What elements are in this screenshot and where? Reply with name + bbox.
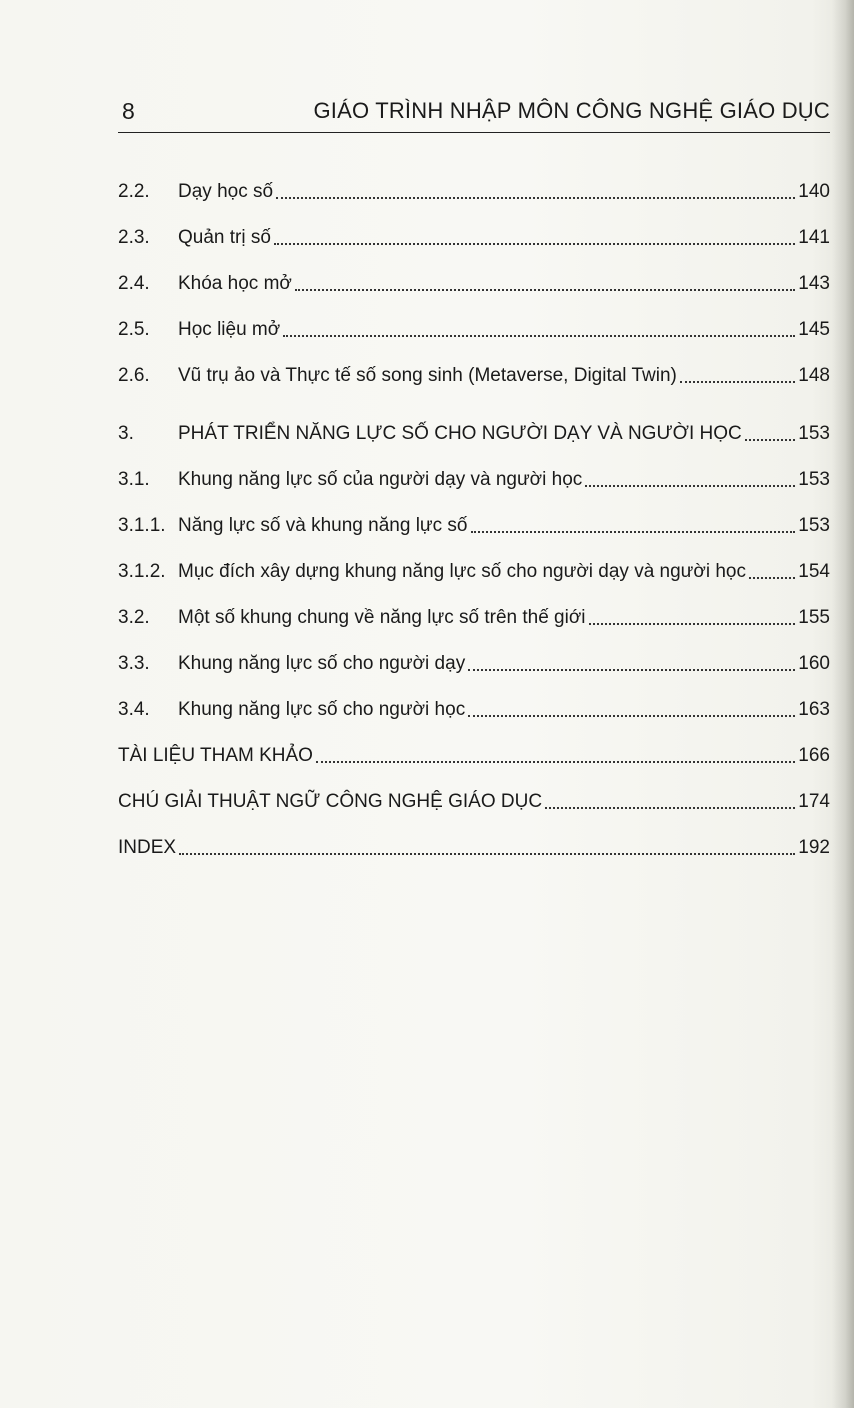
toc-entry-references bbox=[118, 732, 830, 768]
toc-entry-2-4 bbox=[118, 260, 830, 296]
book-title: GIÁO TRÌNH NHẬP MÔN CÔNG NGHỆ GIÁO DỤC bbox=[313, 98, 830, 123]
toc-entry-3-1-1 bbox=[118, 502, 830, 538]
dot-leader bbox=[471, 529, 796, 533]
dot-leader bbox=[295, 287, 795, 291]
dot-leader bbox=[680, 379, 795, 383]
toc-entry-title: Quản trị số bbox=[178, 227, 271, 248]
toc-entry-page: 154 bbox=[798, 561, 830, 582]
dot-leader bbox=[468, 713, 795, 717]
dot-leader bbox=[585, 483, 795, 487]
dot-leader bbox=[276, 195, 795, 199]
toc-entry-number: 3.1.2. bbox=[118, 561, 166, 582]
toc-entry-number: 3.2. bbox=[118, 607, 150, 628]
dot-leader bbox=[274, 241, 795, 245]
toc-entry-title: TÀI LIỆU THAM KHẢO bbox=[118, 745, 313, 766]
toc-entry-3-2 bbox=[118, 594, 830, 630]
toc-entry-number: 3.3. bbox=[118, 653, 150, 674]
toc-entry-number: 2.4. bbox=[118, 273, 150, 294]
dot-leader bbox=[749, 575, 795, 579]
dot-leader bbox=[545, 805, 795, 809]
page-edge-shadow bbox=[832, 0, 854, 1408]
toc-entry-title: Học liệu mở bbox=[178, 319, 281, 340]
toc-entry-number: 2.5. bbox=[118, 319, 150, 340]
toc-entry-index bbox=[118, 824, 830, 860]
running-header bbox=[118, 96, 830, 133]
toc-entry-number: 3.4. bbox=[118, 699, 150, 720]
toc-entry-page: 143 bbox=[798, 273, 830, 294]
toc-entry-number: 2.2. bbox=[118, 181, 150, 202]
toc-entry-page: 155 bbox=[798, 607, 830, 628]
toc-entry-page: 153 bbox=[798, 423, 830, 444]
toc-entry-3-4 bbox=[118, 686, 830, 722]
toc-entry-3-1 bbox=[118, 456, 830, 492]
toc-entry-title: PHÁT TRIỂN NĂNG LỰC SỐ CHO NGƯỜI DẠY VÀ NGƯỜI HỌC bbox=[178, 423, 742, 444]
toc-entry-page: 153 bbox=[798, 469, 830, 490]
dot-leader bbox=[589, 621, 796, 625]
toc-entry-title: Dạy học số bbox=[178, 181, 274, 202]
toc-entry-number: 3.1.1. bbox=[118, 515, 166, 536]
toc-entry-glossary bbox=[118, 778, 830, 814]
toc-entry-page: 174 bbox=[798, 791, 830, 812]
toc-entry-number: 2.3. bbox=[118, 227, 150, 248]
toc-entry-3-3 bbox=[118, 640, 830, 676]
toc-entry-title: INDEX bbox=[118, 837, 177, 858]
toc-entry-2-5 bbox=[118, 306, 830, 342]
toc-entry-page: 192 bbox=[798, 837, 830, 858]
toc-entry-title: Khung năng lực số của người dạy và người học bbox=[178, 469, 583, 490]
toc-entry-title: CHÚ GIẢI THUẬT NGỮ CÔNG NGHỆ GIÁO DỤC bbox=[118, 791, 543, 812]
toc-entry-page: 160 bbox=[798, 653, 830, 674]
toc-entry-title: Vũ trụ ảo và Thực tế số song sinh (Metaverse, Digital Twin) bbox=[178, 365, 677, 386]
toc-entry-page: 163 bbox=[798, 699, 830, 720]
toc-entry-3 bbox=[118, 410, 830, 446]
page-number: 8 bbox=[122, 98, 135, 124]
toc-entry-title: Một số khung chung về năng lực số trên thế giới bbox=[178, 607, 586, 628]
toc-entry-number: 3.1. bbox=[118, 469, 150, 490]
dot-leader bbox=[468, 667, 795, 671]
toc-entry-page: 153 bbox=[798, 515, 830, 536]
toc-entry-2-2 bbox=[118, 168, 830, 204]
toc-entry-page: 166 bbox=[798, 745, 830, 766]
toc-entry-2-6 bbox=[118, 352, 830, 388]
toc-entry-title: Khung năng lực số cho người dạy bbox=[178, 653, 466, 674]
toc-entry-title: Khung năng lực số cho người học bbox=[178, 699, 466, 720]
dot-leader bbox=[316, 759, 795, 763]
toc-entry-title: Khóa học mở bbox=[178, 273, 292, 294]
toc-entry-page: 148 bbox=[798, 365, 830, 386]
toc-entry-page: 141 bbox=[798, 227, 830, 248]
toc-entry-number: 3. bbox=[118, 423, 134, 444]
toc-entry-title: Mục đích xây dựng khung năng lực số cho người dạy và người học bbox=[178, 561, 746, 582]
toc-entry-number: 2.6. bbox=[118, 365, 150, 386]
toc-entry-page: 145 bbox=[798, 319, 830, 340]
dot-leader bbox=[179, 851, 795, 855]
dot-leader bbox=[745, 437, 796, 441]
toc-entry-page: 140 bbox=[798, 181, 830, 202]
dot-leader bbox=[283, 333, 795, 337]
toc-entry-3-1-2 bbox=[118, 548, 830, 584]
toc-entry-title: Năng lực số và khung năng lực số bbox=[178, 515, 468, 536]
toc-entry-2-3 bbox=[118, 214, 830, 250]
